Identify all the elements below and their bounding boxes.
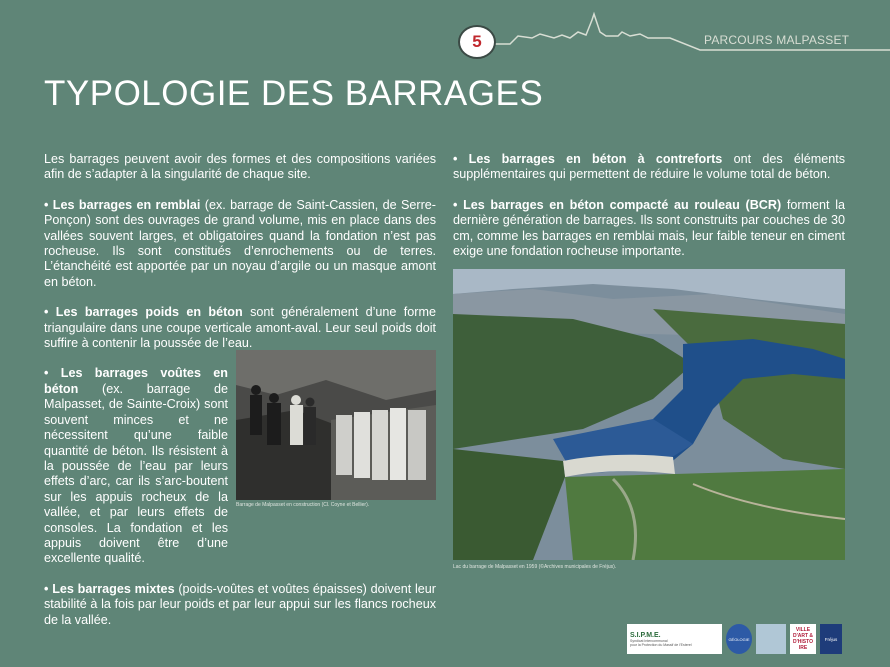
frejus-logo-text: Fréjus: [824, 636, 838, 642]
intro-paragraph: Les barrages peuvent avoir des formes et des compositions variées afin de s’adapter à la singularité de chaque site.: [44, 152, 436, 182]
mixtes-heading: • Les barrages mixtes: [44, 581, 175, 596]
voutes-heading: • Les barrages voûtes en béton: [44, 366, 228, 396]
mixtes-text: (poids-voûtes et voûtes épaisses) doivent leur stabilité à la fois par leur poids et par leur appui sur les flancs rocheux de la vallée.: [44, 581, 436, 627]
contreforts-paragraph: [453, 152, 845, 183]
ville-logo-line2: D'ART &: [792, 633, 814, 639]
parcours-label: PARCOURS MALPASSET: [704, 33, 850, 47]
bcr-text: forment la dernière génération de barrages. Ils sont construits par couches de 30 cm, comme les barrages en remblai mais, leur faible teneur en ciment exige une fondation rocheuse importante.: [453, 197, 845, 259]
poids-text: sont généralement d’une forme triangulaire dans une coupe verticale amont-aval. Leur seul poids doit suffire à contenir la poussée de l’eau.: [44, 305, 436, 351]
sipme-logo-name: S.I.P.M.E.: [630, 631, 661, 639]
bcr-paragraph: [453, 198, 845, 260]
ville-logo-line1: VILLE: [795, 627, 811, 633]
remblai-heading: • Les barrages en remblai: [44, 197, 201, 212]
stop-number: 5: [472, 32, 482, 51]
remblai-paragraph: [44, 198, 436, 290]
sipme-logo-sub2: pour la Protection du Massif de l'Esterel: [630, 642, 692, 647]
dam-lake-photo: [453, 269, 845, 560]
poids-paragraph: [44, 305, 436, 351]
sipme-logo-sub1: Syndicat Intercommunal: [630, 638, 668, 643]
poids-heading: • Les barrages poids en béton: [44, 305, 243, 320]
contreforts-text: ont des éléments supplémentaires qui permettent de réduire le volume total de béton.: [453, 152, 845, 182]
lake-photo-caption: Lac du barrage de Malpasset en 1959 (©Archives municipales de Fréjus).: [453, 564, 617, 570]
ville-art-histoire-logo: [790, 624, 816, 654]
ville-logo-line4: IRE: [798, 645, 808, 651]
contreforts-heading: • Les barrages en béton à contreforts: [453, 152, 723, 166]
geologie-logo: [726, 624, 752, 654]
sipme-logo: [627, 624, 722, 654]
remblai-text: (ex. barrage de Saint-Cassien, de Serre-Ponçon) sont des ouvrages de grand volume, mis en place dans des vallées souvent larges, et obligatoires quand la fondation n’est pas rocheuse. Ils sont constitués d’enrochements ou de terres. L’étanchéité est apportée par un noyau d’argile ou un masque amont en béton.: [44, 197, 436, 289]
dam-construction-photo: [236, 350, 436, 500]
ville-logo-line3: D'HISTO: [793, 639, 813, 645]
frejus-logo: [820, 624, 842, 654]
stop-number-badge: [458, 25, 496, 59]
voutes-paragraph: [44, 366, 228, 566]
region-logo: [756, 624, 786, 654]
geologie-logo-text: GÉOLOGIE: [728, 636, 750, 642]
page-title: TYPOLOGIE DES BARRAGES: [44, 74, 544, 113]
mixtes-paragraph: [44, 582, 436, 628]
construction-photo-caption: Barrage de Malpasset en construction (Cl. Coyne et Bellier).: [236, 502, 370, 508]
partner-logos: [627, 624, 842, 654]
voutes-text: (ex. barrage de Malpasset, de Sainte-Croix) sont souvent minces et ne nécessitent qu’une faible quantité de béton. Ils résistent à la poussée de l’eau par leurs effets d’arc, car ils s’arc-boutent sur les appuis rocheux de la vallée, et par leurs effets de consoles. La fondation et les appuis doivent être d’une excellente qualité.: [44, 381, 228, 566]
bcr-heading: • Les barrages en béton compacté au rouleau (BCR): [453, 197, 782, 212]
right-column: [453, 152, 845, 274]
